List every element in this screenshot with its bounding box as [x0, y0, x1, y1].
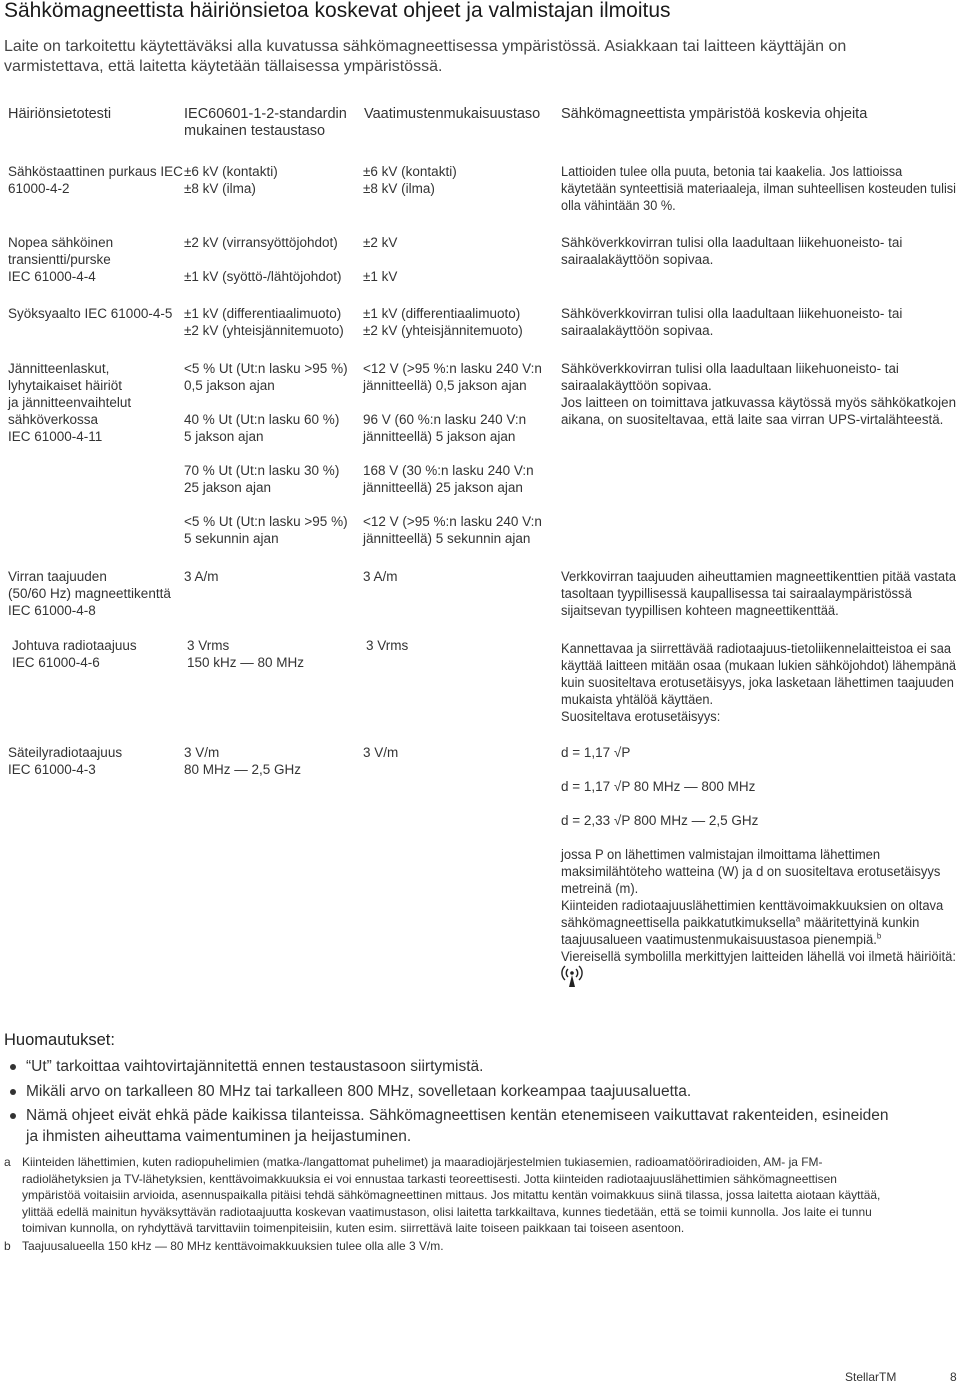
- list-item-text: Nämä ohjeet eivät ehkä päde kaikissa tilanteissa. Sähkömagneettisen kentän etenemiseen vaikuttavat rakenteiden, esineiden: [26, 1107, 889, 1124]
- surge-compliance: [363, 305, 523, 339]
- footnote-mark: b: [4, 1238, 11, 1253]
- cell-text: ±6 kV (kontakti): [184, 164, 278, 179]
- cell-text: ±1 kV (syöttö-/lähtöjohdot): [184, 269, 342, 284]
- dips-compliance-4: [363, 513, 542, 547]
- notes-list: [10, 1057, 955, 1151]
- intro-paragraph: [4, 37, 904, 77]
- cell-text: Verkkovirran taajuuden aiheuttamien magneettikenttien pitää vastata: [561, 569, 956, 584]
- cell-text: [561, 931, 956, 948]
- cell-text: ±2 kV: [363, 235, 398, 250]
- header-level: [184, 106, 347, 140]
- cell-text: ±1 kV: [363, 269, 398, 284]
- cell-text: 40 % Ut (Ut:n lasku 60 %): [184, 412, 340, 427]
- surge-guidance: [561, 305, 902, 339]
- formula-1: [561, 744, 630, 761]
- spacer: [363, 251, 397, 268]
- radiated-compliance: [363, 744, 398, 761]
- cell-text: 3 V/m: [184, 745, 220, 760]
- cell-text: Lattioiden tulee olla puuta, betonia tai kaakelia. Jos lattioissa: [561, 164, 903, 179]
- cell-text: 96 V (60 %:n lasku 240 V:n: [363, 412, 527, 427]
- cell-text: jännitteellä) 0,5 jakson ajan: [363, 378, 527, 393]
- formula-2: [561, 778, 755, 795]
- header-text: Häiriönsietotesti: [8, 106, 112, 122]
- dips-test: [8, 360, 131, 445]
- cell-text: 150 kHz — 80 MHz: [187, 655, 305, 670]
- non-ionizing-radiation-icon: [559, 963, 585, 989]
- cell-text: Sähköverkkovirran tulisi olla laadultaan liikehuoneisto- tai: [561, 306, 903, 321]
- cell-text: 61000-4-2: [8, 181, 70, 196]
- cell-text: IEC 61000-4-11: [8, 429, 103, 444]
- cell-text: 3 V/m: [363, 745, 399, 760]
- cell-text-part: määritettyinä kunkin: [800, 915, 920, 930]
- cell-text: Suositeltava erotusetäisyys:: [561, 709, 721, 724]
- cell-text: sähköverkossa: [8, 412, 99, 427]
- cell-text: Säteilyradiotaajuus: [8, 745, 123, 760]
- spacer: [184, 251, 342, 268]
- footnote-b: [4, 1238, 959, 1255]
- cell-text: Kiinteiden radiotaajuuslähettimien kenttävoimakkuuksien on oltava: [561, 898, 944, 913]
- magnetic-test: [8, 568, 171, 619]
- page-title: Sähkömagneettista häiriönsietoa koskevat ohjeet ja valmistajan ilmoitus: [4, 0, 671, 22]
- cell-text: d = 1,17 √P: [561, 745, 631, 760]
- header-compliance: [364, 106, 540, 123]
- cell-text: lyhytaikaiset häiriöt: [8, 378, 123, 393]
- cell-text: 70 % Ut (Ut:n lasku 30 %): [184, 463, 340, 478]
- esd-compliance: [363, 163, 457, 197]
- cell-text: <12 V (>95 %:n lasku 240 V:n: [363, 361, 542, 376]
- cell-text: jännitteellä) 25 jakson ajan: [363, 480, 523, 495]
- cell-text: ±1 kV (differentiaalimuoto): [363, 306, 521, 321]
- dips-compliance-2: [363, 411, 526, 445]
- cell-text: d = 1,17 √P 80 MHz — 800 MHz: [561, 779, 756, 794]
- esd-test: [8, 163, 183, 197]
- cell-text: ±2 kV (virransyöttöjohdot): [184, 235, 338, 250]
- cell-text: 0,5 jakson ajan: [184, 378, 275, 393]
- cell-text: IEC 61000-4-3: [8, 762, 96, 777]
- magnetic-guidance: [561, 568, 956, 619]
- cell-text: 3 A/m: [363, 569, 398, 584]
- cell-text: ±1 kV (differentiaalimuoto): [184, 306, 342, 321]
- dips-level-1: [184, 360, 348, 394]
- list-item: [10, 1106, 955, 1147]
- radiated-guidance: [561, 846, 956, 965]
- eft-level: [184, 234, 342, 285]
- footnotes: [4, 1154, 959, 1255]
- eft-guidance: [561, 234, 902, 268]
- cell-text: mukaista yhtälöä käyttäen.: [561, 692, 714, 707]
- cell-text: 80 MHz — 2,5 GHz: [184, 762, 302, 777]
- cell-text: ±2 kV (yhteisjännitemuoto): [184, 323, 344, 338]
- cell-text: IEC 61000-4-6: [12, 655, 100, 670]
- dips-level-3: [184, 462, 339, 496]
- list-item: [10, 1082, 955, 1103]
- header-guidance: [561, 106, 867, 123]
- cell-text: Nopea sähköinen: [8, 235, 114, 250]
- notes-title: Huomautukset:: [4, 1031, 115, 1049]
- cell-text: d = 2,33 √P 800 MHz — 2,5 GHz: [561, 813, 759, 828]
- footer-product: StellarTM: [845, 1370, 897, 1384]
- conducted-guidance: [561, 640, 956, 725]
- footnote-ref-a: a: [795, 914, 801, 924]
- list-item-text: “Ut” tarkoittaa vaihtovirtajännitettä ennen testaustasoon siirtymistä.: [26, 1058, 484, 1075]
- footnote-text: radiolähetyksien ja TV-lähetyksien, kenttävoimakkuuksia ei voi ennustaa tarkasti teoreettisesti. Jotta kiinteiden radiotaajuuslähettimien sähkömagneettisen: [22, 1171, 837, 1186]
- cell-text: 5 jakson ajan: [184, 429, 264, 444]
- cell-text: Kannettavaa ja siirrettävää radiotaajuus-tietoliikennelaitteistoa ei saa: [561, 641, 951, 656]
- footnote-ref-b: b: [876, 931, 882, 941]
- cell-text: [561, 914, 956, 931]
- cell-text: sijaitsevan tyypillisen kohteen magneettikenttää.: [561, 603, 839, 618]
- intro-line: varmistettava, että laitetta käytetään tällaisessa ympäristössä.: [4, 58, 443, 75]
- cell-text: jännitteellä) 5 jakson ajan: [363, 429, 516, 444]
- footnote-mark: a: [4, 1155, 11, 1169]
- cell-text: käytetään synteettisiä materiaaleja, ilman suhteellisen kosteuden tulisi: [561, 181, 956, 196]
- list-item-text: ja ihmisten aiheuttama vaimentuminen ja heijastuminen.: [26, 1127, 412, 1145]
- conducted-level: [187, 637, 304, 671]
- cell-text: 3 Vrms: [366, 638, 409, 653]
- surge-test: [8, 305, 172, 322]
- footnote-text: Taajuusalueella 150 kHz — 80 MHz kenttävoimakkuuksien tulee olla alle 3 V/m.: [22, 1238, 444, 1253]
- cell-text: aikana, on suositeltavaa, että laite saa virran UPS-virtalähteestä.: [561, 412, 944, 427]
- radiated-level: [184, 744, 301, 778]
- cell-text: sairaalakäyttöön sopivaa.: [561, 378, 712, 393]
- cell-text: Jännitteenlaskut,: [8, 361, 110, 376]
- footnote-text: ympäristöä voitaisiin arvioida, asennuspaikalla pitäisi tehdä sähkömagneettinen mittaus. Jos mitattu kentän voimakkuus siinä tilassa, jossa laitetta aiotaan käyttää,: [22, 1188, 881, 1202]
- surge-level: [184, 305, 344, 339]
- eft-compliance: [363, 234, 397, 285]
- header-text: IEC60601-1-2-standardin: [184, 106, 347, 122]
- header-text: Sähkömagneettista ympäristöä koskevia ohjeita: [561, 106, 868, 122]
- footnote-a: [4, 1154, 959, 1237]
- cell-text: 3 A/m: [184, 569, 219, 584]
- cell-text: sairaalakäyttöön sopivaa.: [561, 323, 714, 338]
- radiated-test: [8, 744, 122, 778]
- cell-text: ±8 kV (ilma): [184, 181, 256, 196]
- cell-text: 5 sekunnin ajan: [184, 531, 279, 546]
- formula-3: [561, 812, 758, 829]
- cell-text: <5 % Ut (Ut:n lasku >95 %): [184, 361, 348, 376]
- header-test: [8, 106, 111, 123]
- cell-text: käyttää laitteen mitään osaa (mukaan lukien sähköjohdot) lähempänä: [561, 658, 956, 673]
- intro-line: Laite on tarkoitettu käytettäväksi alla kuvatussa sähkömagneettisessa ympäristössä. Asiakkaan tai laitteen käyttäjän on: [4, 38, 847, 55]
- cell-text: Sähköverkkovirran tulisi olla laadultaan liikehuoneisto- tai: [561, 235, 903, 250]
- header-text: Vaatimustenmukaisuustaso: [364, 106, 541, 122]
- cell-text: Virran taajuuden: [8, 569, 107, 584]
- esd-guidance: [561, 163, 956, 214]
- cell-text: Johtuva radiotaajuus: [12, 638, 137, 653]
- magnetic-compliance: [363, 568, 398, 585]
- footnote-text: toimivan kunnolla, on ryhdyttävä tarvittaviin toimenpiteisiin, kuten esim. siirrettävä laite toiseen paikkaan tai toiseen asentoon.: [22, 1221, 685, 1235]
- cell-text: Sähköstaattinen purkaus IEC: [8, 164, 183, 179]
- list-item: [10, 1057, 955, 1078]
- cell-text: 25 jakson ajan: [184, 480, 272, 495]
- conducted-compliance: [366, 637, 408, 654]
- cell-text: maksimilähtöteho watteina (W) ja d on suositeltava erotusetäisyys: [561, 864, 941, 879]
- cell-text: ±6 kV (kontakti): [363, 164, 457, 179]
- header-text: mukainen testaustaso: [184, 123, 326, 139]
- cell-text: 3 Vrms: [187, 638, 230, 653]
- cell-text: Syöksyaalto IEC 61000-4-5: [8, 306, 173, 321]
- cell-text: IEC 61000-4-8: [8, 603, 96, 618]
- cell-text: jännitteellä) 5 sekunnin ajan: [363, 531, 531, 546]
- cell-text: ±2 kV (yhteisjännitemuoto): [363, 323, 523, 338]
- cell-text-part: taajuusalueen vaatimustenmukaisuustasoa pienempiä.: [561, 932, 877, 947]
- dips-level-2: [184, 411, 339, 445]
- cell-text: (50/60 Hz) magneettikenttä: [8, 586, 171, 601]
- cell-text: IEC 61000-4-4: [8, 269, 96, 284]
- dips-guidance: [561, 360, 956, 428]
- dips-compliance-1: [363, 360, 542, 394]
- conducted-test: [12, 637, 137, 671]
- cell-text: ±8 kV (ilma): [363, 181, 435, 196]
- dips-compliance-3: [363, 462, 534, 496]
- magnetic-level: [184, 568, 219, 585]
- footnote-text: ylittää edellä mainitun hyväksyttävän radiotaajuutta koskevan vaatimustason, olisi laitetta tarkkailtava, kunnes tiedetään, että se toimii kunnolla. Jos laite ei tunnu: [22, 1204, 872, 1219]
- dips-level-4: [184, 513, 348, 547]
- esd-level: [184, 163, 278, 197]
- eft-test: [8, 234, 113, 285]
- cell-text: Viereisellä symbolilla merkittyjen laitteiden lähellä voi ilmetä häiriöitä:: [561, 949, 956, 964]
- cell-text-part: sähkömagneettisella paikkatutkimuksella: [561, 915, 796, 930]
- cell-text: tasoltaan tyypillisessä kaupallisessa tai sairaalaympäristössä: [561, 586, 912, 601]
- cell-text: <5 % Ut (Ut:n lasku >95 %): [184, 514, 348, 529]
- cell-text: kuin suositeltava erotusetäisyys, joka lasketaan lähettimen taajuuden: [561, 675, 954, 690]
- cell-text: sairaalakäyttöön sopivaa.: [561, 252, 714, 267]
- cell-text: Jos laitteen on toimittava jatkuvassa käytössä myös sähkökatkojen: [561, 395, 956, 410]
- cell-text: olla vähintään 30 %.: [561, 198, 676, 213]
- cell-text: 168 V (30 %:n lasku 240 V:n: [363, 463, 534, 478]
- page-number: 8: [950, 1370, 957, 1384]
- cell-text: <12 V (>95 %:n lasku 240 V:n: [363, 514, 542, 529]
- list-item-text: Mikäli arvo on tarkalleen 80 MHz tai tarkalleen 800 MHz, sovelletaan korkeampaa taajuusaluetta.: [26, 1082, 692, 1100]
- footnote-text: Kiinteiden lähettimien, kuten radiopuhelimien (matka-/langattomat puhelimet) ja maaradiojärjestelmien tukiasemien, radioamatööriradioiden, AM- ja FM-: [22, 1155, 823, 1169]
- cell-text: transientti/purske: [8, 252, 111, 267]
- cell-text: metreinä (m).: [561, 881, 639, 896]
- cell-text: jossa P on lähettimen valmistajan ilmoittama lähettimen: [561, 847, 881, 862]
- cell-text: ja jännitteenvaihtelut: [8, 395, 132, 410]
- non-ionizing-radiation-icon-svg: [559, 963, 585, 989]
- cell-text: Sähköverkkovirran tulisi olla laadultaan liikehuoneisto- tai: [561, 361, 899, 376]
